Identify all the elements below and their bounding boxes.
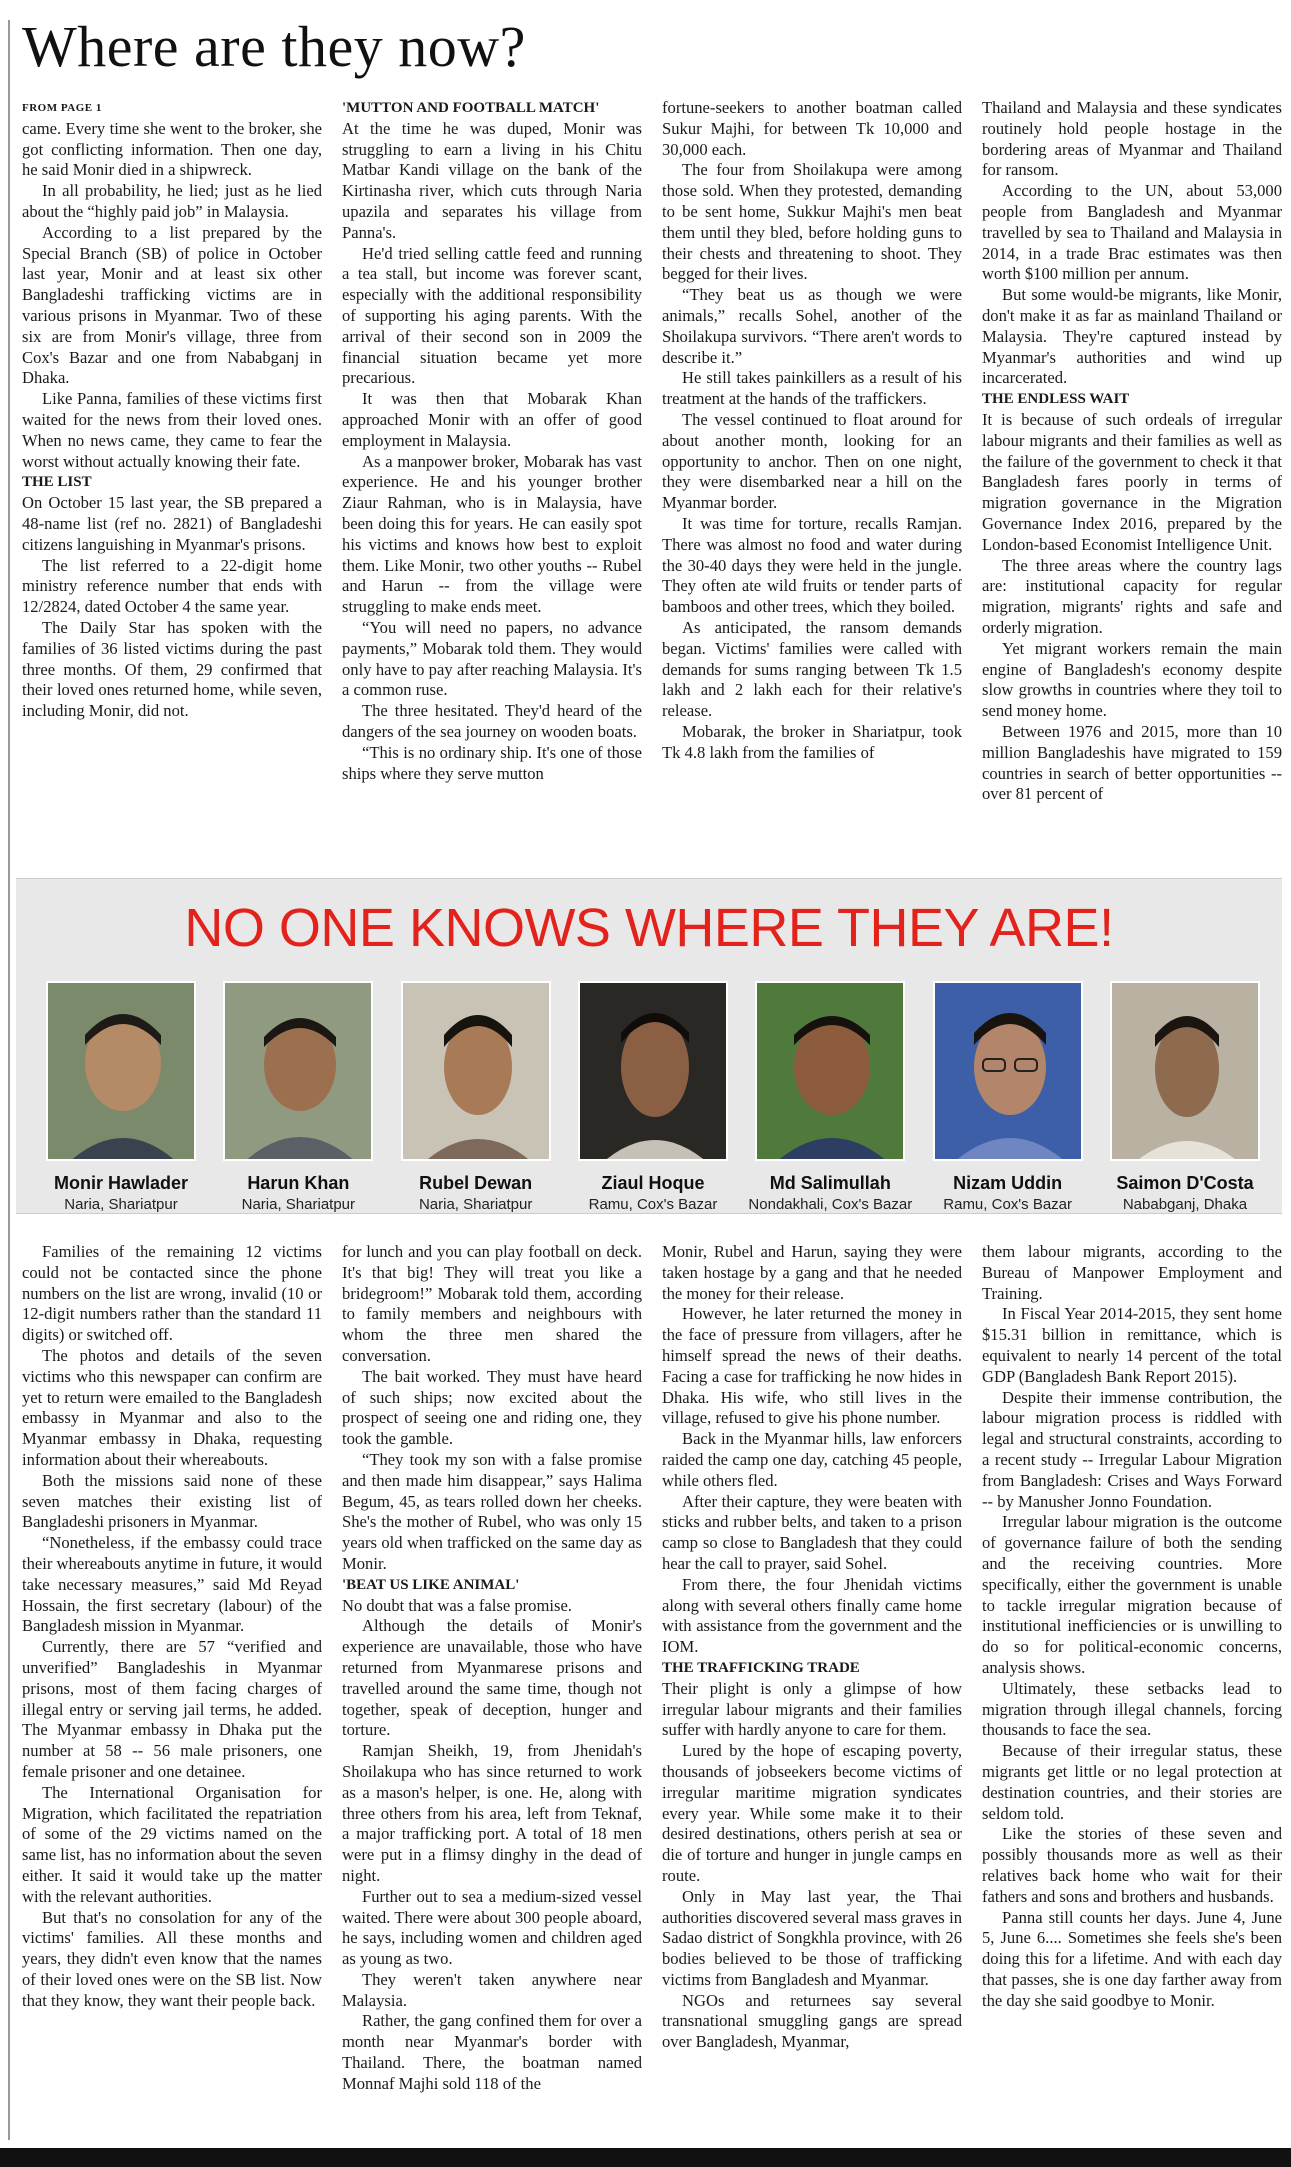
- article-paragraph: Families of the remaining 12 victims could not be contacted since the phone numbers on the list are wrong, invalid (10 or 12-digit numbers rather than the standard 11 digits) or switched off.: [22, 1242, 322, 1345]
- article-paragraph: Monir, Rubel and Harun, saying they were taken hostage by a gang and that he needed the money for their release.: [662, 1242, 962, 1303]
- article-paragraph: Their plight is only a glimpse of how irregular labour migrants and their families suffer with hardly anyone to care for them.: [662, 1678, 962, 1740]
- person-photo: [1110, 981, 1260, 1161]
- article-paragraph: Like the stories of these seven and possibly thousands more as well as their relatives back home who wait for their fathers and sons and brothers and husbands.: [982, 1824, 1282, 1906]
- person-location: Nondakhali, Cox's Bazar: [748, 1196, 913, 1213]
- bottom-column-4: [982, 1242, 1282, 2142]
- article-paragraph: From there, the four Jhenidah victims along with several others finally came home with assistance from the government and the IOM.: [662, 1574, 962, 1657]
- article-paragraph: Both the missions said none of these seven matches their existing list of Bangladeshi prisoners in Myanmar.: [22, 1470, 322, 1532]
- article-paragraph: The photos and details of the seven victims who this newspaper can confirm are yet to return were emailed to the Bangladesh embassy in Myanmar and also to the Myanmar embassy in Dhaka, requesting information about their whereabouts.: [22, 1345, 322, 1469]
- person-card: [393, 981, 559, 1213]
- article-paragraph: Ramjan Sheikh, 19, from Jhenidah's Shoilakupa who has since returned to work as a mason's helper, is one. He, along with three others from his area, left from Teknaf, a major trafficking port. A total of 18 men were put in a flimsy dinghy in the dead of night.: [342, 1741, 642, 1885]
- continuation-label: FROM PAGE 1: [22, 102, 102, 114]
- top-column-4: [982, 98, 1282, 868]
- person-location: Nababganj, Dhaka: [1122, 1196, 1248, 1213]
- person-card: [215, 981, 381, 1213]
- person-name: Nizam Uddin: [953, 1173, 1063, 1193]
- article-paragraph: Despite their immense contribution, the labour migration process is riddled with legal and structural constraints, according to a recent study -- Irregular Labour Migration from Bangladesh: Crises and Ways Forward -- by Manusher Jonno Foundation.: [982, 1387, 1282, 1511]
- article-paragraph: fortune-seekers to another boatman called Sukur Majhi, for between Tk 10,000 and 30,000 each.: [662, 98, 962, 159]
- article-paragraph: However, he later returned the money in the face of pressure from villagers, after he himself spread the news of their deaths. Facing a case for trafficking he now hides in Dhaka. His wife, who still lives in the village, refused to give his phone number.: [662, 1304, 962, 1428]
- person-name: Saimon D'Costa: [1116, 1173, 1254, 1193]
- article-paragraph: “They beat us as though we were animals,” recalls Sohel, another of the Shoilakupa survivors. “There aren't words to describe it.”: [662, 285, 962, 367]
- article-paragraph: Thailand and Malaysia and these syndicates routinely hold people hostage in the bordering areas of Myanmar and Thailand for ransom.: [982, 98, 1282, 180]
- article-paragraph: According to a list prepared by the Special Branch (SB) of police in October last year, Monir and at least six other Bangladeshi trafficking victims are in various prisons in Myanmar. Two of these six are from Monir's village, three from Cox's Bazar and one from Nababganj in Dhaka.: [22, 222, 322, 388]
- feature-banner: NO ONE KNOWS WHERE THEY ARE!: [184, 898, 1114, 958]
- top-article-columns: [22, 98, 1282, 868]
- article-paragraph: No doubt that was a false promise.: [342, 1595, 572, 1615]
- bottom-column-2: [342, 1242, 642, 2142]
- person-photo: [578, 981, 728, 1161]
- page-headline: Where are they now?: [22, 14, 526, 79]
- article-paragraph: Ultimately, these setbacks lead to migration through illegal channels, forcing thousands to face the sea.: [982, 1678, 1282, 1740]
- article-paragraph: The four from Shoilakupa were among those sold. When they protested, demanding to be sent home, Sukkur Majhi's men beat them until they bled, before holding guns to their chests and threatening to shoot. They begged for their lives.: [662, 160, 962, 284]
- person-location: Ramu, Cox's Bazar: [943, 1196, 1073, 1213]
- person-photo: [223, 981, 373, 1161]
- person-photo: [933, 981, 1083, 1161]
- article-paragraph: Like Panna, families of these victims first waited for the news from their loved ones. When no news came, they came to fear the worst without actually knowing their fate.: [22, 389, 322, 471]
- article-paragraph: The bait worked. They must have heard of such ships; now excited about the prospect of seeing one and riding one, they took the gamble.: [342, 1366, 642, 1449]
- article-paragraph: He still takes painkillers as a result of his treatment at the hands of the traffickers.: [662, 368, 962, 409]
- article-paragraph: NGOs and returnees say several transnational smuggling gangs are spread over Bangladesh, Myanmar,: [662, 1990, 962, 2052]
- article-paragraph: Further out to sea a medium-sized vessel waited. There were about 300 people aboard, he says, including women and children aged as young as two.: [342, 1886, 642, 1969]
- article-paragraph: Yet migrant workers remain the main engine of Bangladesh's economy despite slow growths in countries where they toil to send money home.: [982, 638, 1282, 721]
- article-paragraph: Irregular labour migration is the outcome of governance failure of both the sending and the receiving countries. More specifically, either the government is unable to tackle irregular migration because of institutional inefficiencies or is unwilling to do so for political-economic concerns, analysis shows.: [982, 1512, 1282, 1677]
- person-card: [38, 981, 204, 1213]
- left-column-rule: [8, 20, 10, 2140]
- article-paragraph: After their capture, they were beaten with sticks and rubber belts, and taken to a prison camp so close to Bangladesh that they could hear the call to prayer, said Sohel.: [662, 1491, 962, 1573]
- person-location: Naria, Shariatpur: [241, 1196, 356, 1213]
- top-column-2: [342, 98, 642, 868]
- article-paragraph: Rather, the gang confined them for over a month near Myanmar's border with Thailand. There, the boatman named Monnaf Majhi sold 118 of the: [342, 2011, 642, 2093]
- top-column-3: [662, 98, 962, 868]
- person-card: [925, 981, 1091, 1213]
- person-photo: [401, 981, 551, 1161]
- person-location: Naria, Shariatpur: [64, 1196, 178, 1213]
- person-location: Ramu, Cox's Bazar: [588, 1196, 718, 1213]
- person-card: [1102, 981, 1268, 1213]
- section-subhead: THE LIST: [22, 474, 92, 491]
- person-name: Monir Hawlader: [53, 1173, 189, 1193]
- bottom-column-1: [22, 1242, 322, 2142]
- article-paragraph: came. Every time she went to the broker, she got conflicting information. Then one day, he said Monir died in a shipwreck.: [22, 118, 322, 180]
- person-name: Rubel Dewan: [419, 1173, 533, 1193]
- article-paragraph: At the time he was duped, Monir was struggling to earn a living in his Chitu Matbar Kandi village on the bank of the Kirtinasha river, which cuts through Naria upazila and separates his village from Panna's.: [342, 118, 642, 242]
- article-paragraph: The International Organisation for Migration, which facilitated the repatriation of some of the 29 victims named on the same list, has no information about the seven either. It said it would take up the matter with the relevant authorities.: [22, 1782, 322, 1906]
- article-paragraph: Back in the Myanmar hills, law enforcers raided the camp one day, catching 45 people, while others fled.: [662, 1429, 962, 1490]
- person-card: [747, 981, 913, 1213]
- person-name: Md Salimullah: [769, 1173, 891, 1193]
- article-paragraph: Currently, there are 57 “verified and unverified” Bangladeshis in Myanmar prisons, most of them facing charges of illegal entry or serving jail terms, he added. The Myanmar embassy in Dhaka put the number at 58 -- 56 male prisoners, one female prisoner and one detainee.: [22, 1637, 322, 1781]
- section-subhead: 'BEAT US LIKE ANIMAL': [342, 1576, 520, 1593]
- article-paragraph: Panna still counts her days. June 4, June 5, June 6.... Sometimes she feels she's been doing this for a lifetime. And with each day that passes, she is one day farther away from the day she said goodbye to Monir.: [982, 1907, 1282, 2010]
- article-paragraph: The Daily Star has spoken with the families of 36 listed victims during the past three months. Of them, 29 confirmed that their loved ones returned home, while seven, including Monir, did not.: [22, 617, 322, 721]
- article-paragraph: Lured by the hope of escaping poverty, thousands of jobseekers become victims of irregular maritime migration syndicates every year. While some make it to their desired destinations, others perish at sea or die of torture and hunger in jungle camps en route.: [662, 1741, 962, 1885]
- person-card: [570, 981, 736, 1213]
- article-paragraph: Between 1976 and 2015, more than 10 million Bangladeshis have migrated to 159 countries in search of better opportunities -- over 81 percent of: [982, 721, 1282, 804]
- article-paragraph: He'd tried selling cattle feed and running a tea stall, but income was forever scant, especially with the additional responsibility of supporting his aging parents. With the arrival of their second son in 2009 the financial situation became yet more precarious.: [342, 243, 642, 388]
- article-paragraph: Mobarak, the broker in Shariatpur, took Tk 4.8 lakh from the families of: [662, 721, 962, 762]
- article-paragraph: “You will need no papers, no advance payments,” Mobarak told them. They would only have to pay after reaching Malaysia. It's a common ruse.: [342, 617, 642, 700]
- person-name: Ziaul Hoque: [601, 1173, 705, 1193]
- article-paragraph: “Nonetheless, if the embassy could trace their whereabouts anytime in future, it would take necessary measures,” said Md Reyad Hossain, the first secretary (labour) of the Bangladesh mission in Myanmar.: [22, 1533, 322, 1636]
- article-paragraph: “This is no ordinary ship. It's one of those ships where they serve mutton: [342, 742, 642, 783]
- bottom-column-3: [662, 1242, 962, 2142]
- top-column-1: [22, 98, 322, 868]
- article-paragraph: According to the UN, about 53,000 people from Bangladesh and Myanmar travelled by sea to Thailand and Malaysia in 2014, in a trade Brac estimates was then worth $100 million per annum.: [982, 181, 1282, 284]
- section-subhead: THE TRAFFICKING TRADE: [662, 1659, 860, 1676]
- person-location: Naria, Shariatpur: [418, 1196, 533, 1213]
- article-paragraph: In all probability, he lied; just as he lied about the “highly paid job” in Malaysia.: [22, 181, 322, 221]
- person-photo: [755, 981, 905, 1161]
- article-paragraph: The three areas where the country lags are: institutional capacity for regular migration, migrants' rights and safe and orderly migration.: [982, 555, 1282, 637]
- article-paragraph: The three hesitated. They'd heard of the dangers of the sea journey on wooden boats.: [342, 701, 642, 741]
- article-paragraph: Although the details of Monir's experience are unavailable, those who have returned from Myanmarese prisons and travelled around the same time, though not together, speak of deception, hunger and torture.: [342, 1616, 642, 1740]
- page-footer-bar: [0, 2148, 1291, 2167]
- missing-persons-feature: [16, 878, 1282, 1214]
- section-subhead: THE ENDLESS WAIT: [982, 391, 1130, 408]
- article-paragraph: On October 15 last year, the SB prepared a 48-name list (ref no. 2821) of Bangladeshi citizens languishing in Myanmar's prisons.: [22, 493, 322, 554]
- article-paragraph: As anticipated, the ransom demands began. Victims' families were called with demands for sums ranging between Tk 1.5 lakh and 2 lakh each for their relative's release.: [662, 617, 962, 721]
- article-paragraph: It was time for torture, recalls Ramjan. There was almost no food and water during the 30-40 days they were held in the jungle. They often ate wild fruits or tender parts of bamboos and other trees, which they boiled.: [662, 513, 962, 617]
- section-subhead: 'MUTTON AND FOOTBALL MATCH': [342, 100, 600, 116]
- article-paragraph: But some would-be migrants, like Monir, don't make it as far as mainland Thailand or Malaysia. They're captured instead by Myanmar's authorities and wind up incarcerated.: [982, 285, 1282, 388]
- article-paragraph: The list referred to a 22-digit home ministry reference number that ends with 12/2824, dated October 4 the same year.: [22, 555, 322, 617]
- missing-persons-row: [38, 981, 1268, 1213]
- person-name: Harun Khan: [247, 1173, 350, 1193]
- bottom-article-columns: [22, 1242, 1282, 2142]
- article-paragraph: The vessel continued to float around for about another month, looking for an opportunity to anchor. Then on one night, they were disembarked near a hill on the Myanmar border.: [662, 409, 962, 513]
- article-paragraph: In Fiscal Year 2014-2015, they sent home $15.31 billion in remittance, which is equivalent to nearly 14 percent of the total GDP (Bangladesh Bank Report 2015).: [982, 1304, 1282, 1386]
- article-paragraph: for lunch and you can play football on deck. It's that big! They will treat you like a bridegroom!” Mobarak told them, according to family members and neighbours with whom the three men shared the conversation.: [342, 1242, 642, 1365]
- article-paragraph: “They took my son with a false promise and then made him disappear,” says Halima Begum, 45, as tears rolled down her cheeks. She's the mother of Rubel, who was only 15 years old when trafficked on the same day as Monir.: [342, 1449, 642, 1573]
- article-paragraph: Only in May last year, the Thai authorities discovered several mass graves in Sadao district of Songkhla province, with 26 bodies believed to be those of trafficking victims from Bangladesh and Myanmar.: [662, 1886, 962, 1989]
- article-paragraph: them labour migrants, according to the Bureau of Manpower Employment and Training.: [982, 1242, 1282, 1303]
- article-paragraph: As a manpower broker, Mobarak has vast experience. He and his younger brother Ziaur Rahman, who is in Malaysia, have been doing this for years. He can easily spot his victims and knows how best to exploit them. Like Monir, two other youths -- Rubel and Harun -- from the village were struggling to make ends meet.: [342, 451, 642, 617]
- article-paragraph: It was then that Mobarak Khan approached Monir with an offer of good employment in Malaysia.: [342, 389, 642, 450]
- article-paragraph: They weren't taken anywhere near Malaysia.: [342, 1969, 642, 2010]
- article-paragraph: It is because of such ordeals of irregular labour migrants and their families as well as the failure of the government to check it that Bangladesh fares poorly in terms of migration governance in the Migration Governance Index 2016, prepared by the London-based Economist Intelligence Unit.: [982, 409, 1282, 554]
- article-paragraph: Because of their irregular status, these migrants get little or no legal protection at destination countries, and their stories are seldom told.: [982, 1741, 1282, 1823]
- person-photo: [46, 981, 196, 1161]
- article-paragraph: But that's no consolation for any of the victims' families. All these months and years, they didn't even know that the names of their loved ones were on the SB list. Now that they know, they want their people back.: [22, 1907, 322, 2010]
